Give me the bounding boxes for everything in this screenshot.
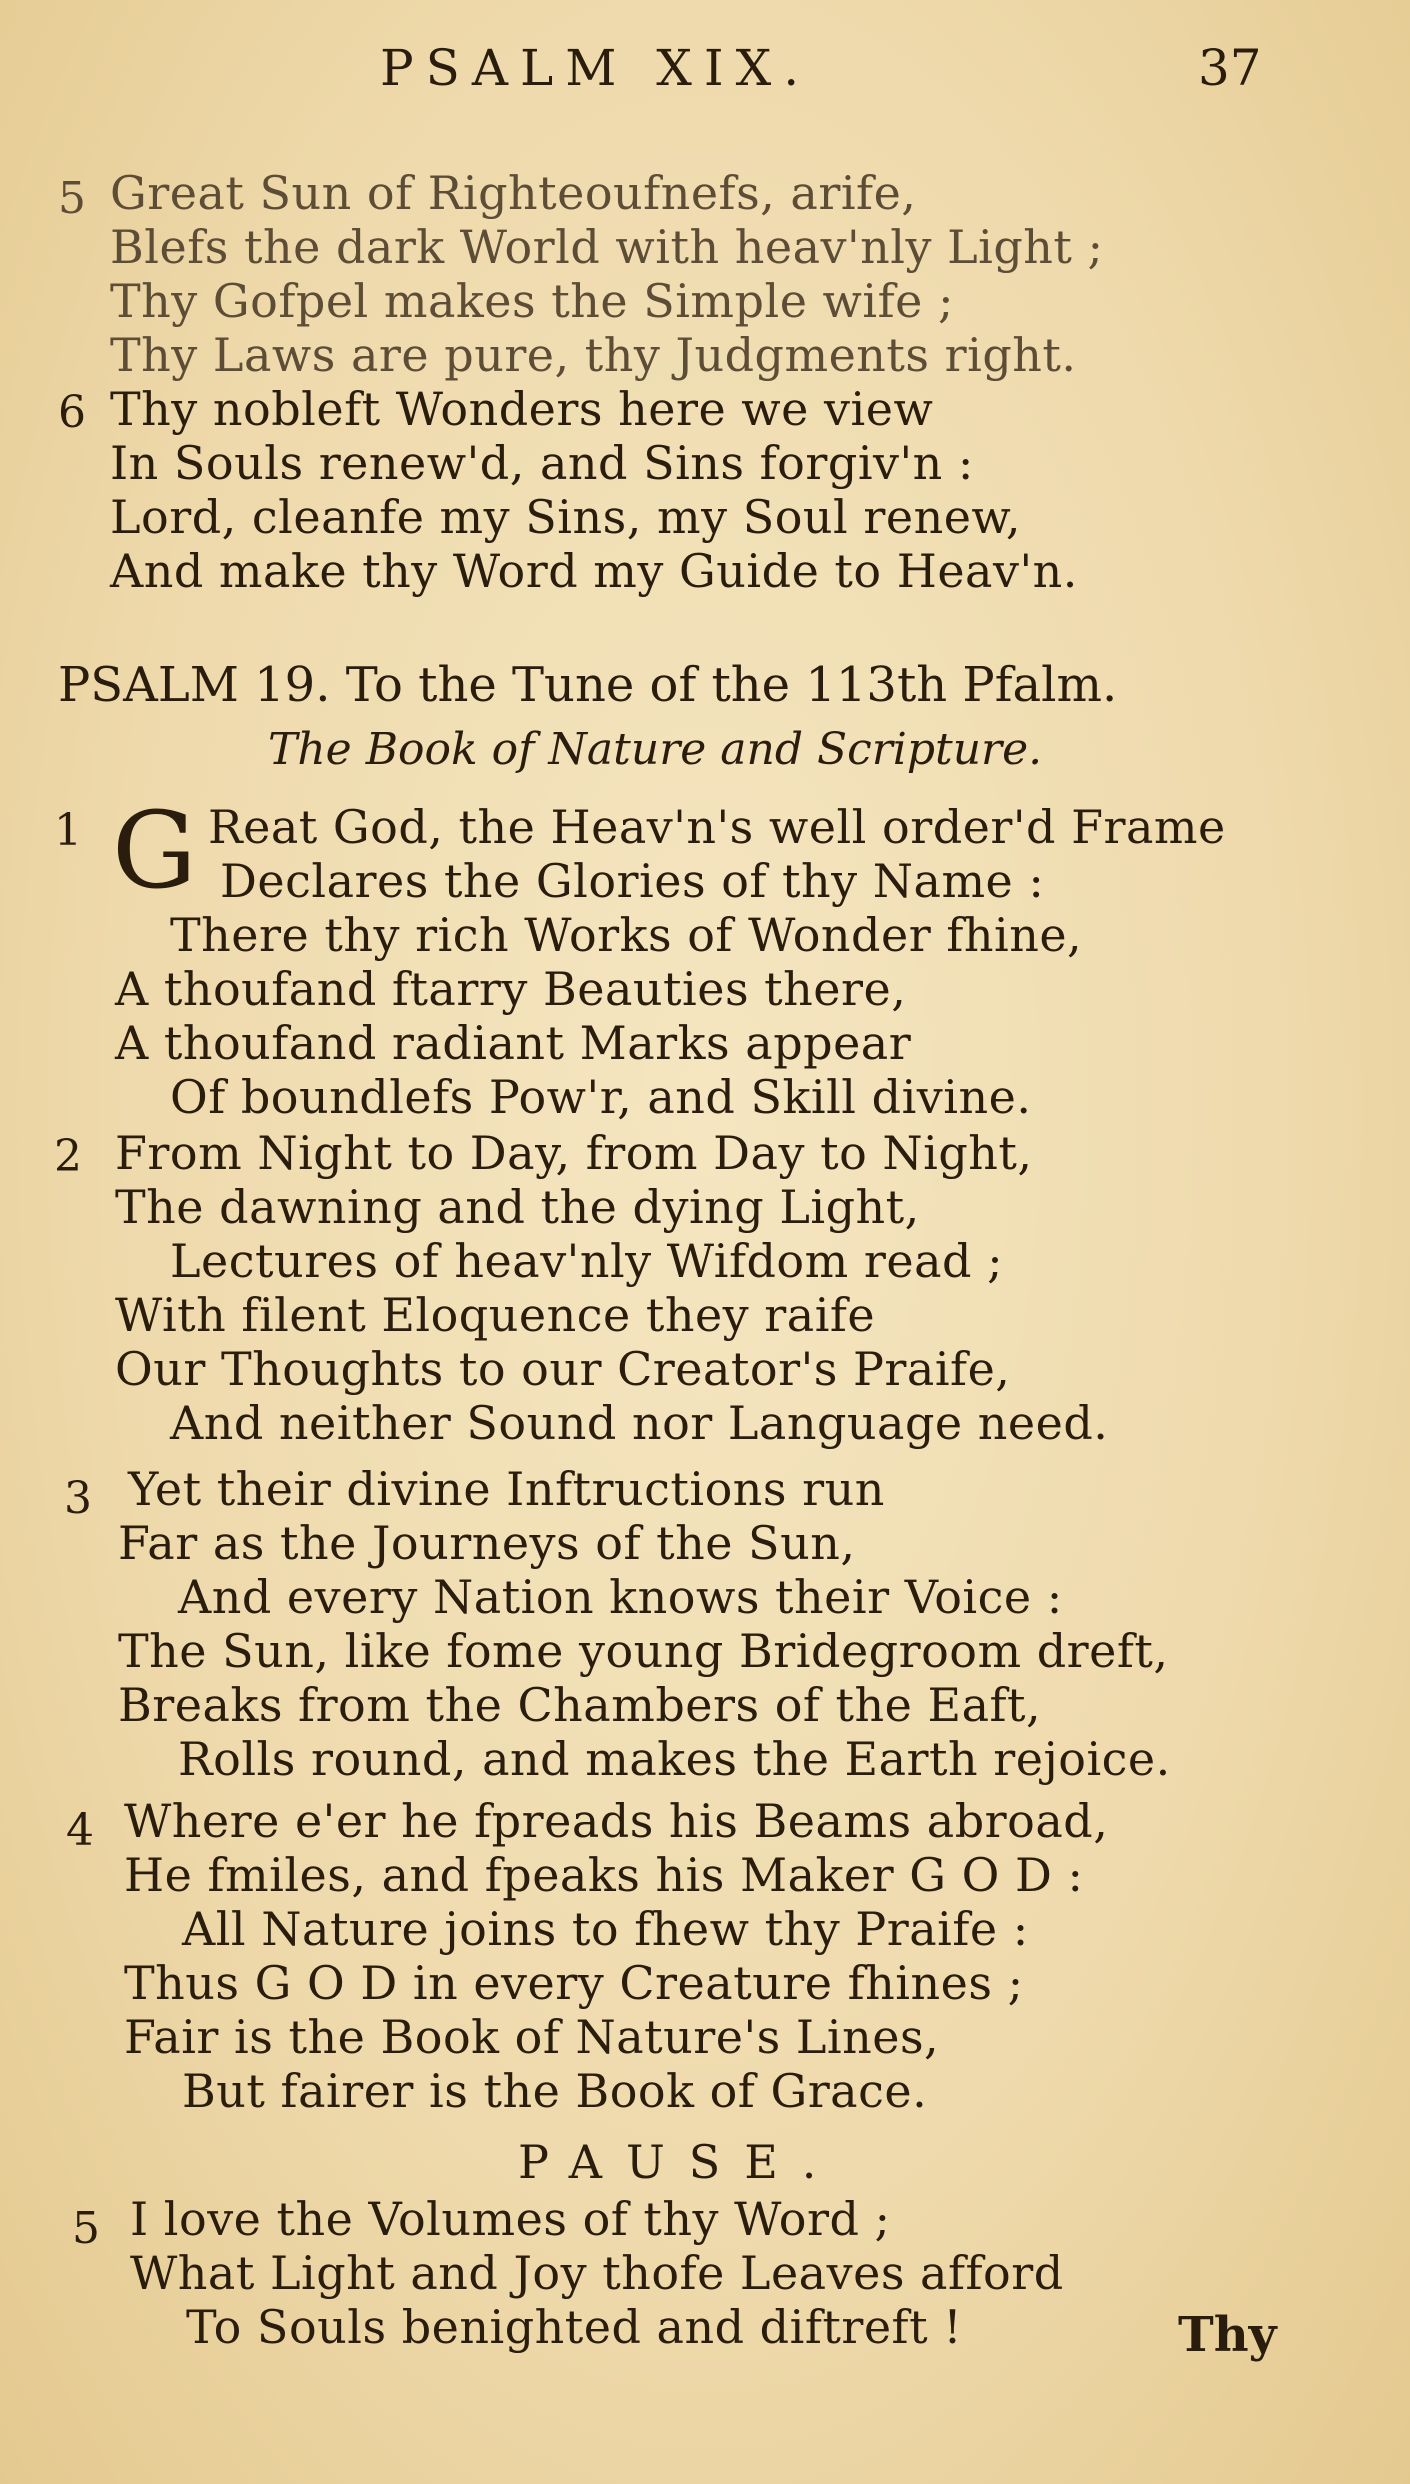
verse-line: What Light and Joy thofe Leaves afford [130,2246,1064,2300]
verse-line: I love the Volumes of thy Word ; [130,2192,891,2246]
verse-line: The Sun, like fome young Bridegroom dreft, [118,1624,1169,1678]
verse-line: Lectures of heav'nly Wifdom read ; [170,1234,1004,1288]
verse-line: Rolls round, and makes the Earth rejoice. [178,1732,1171,1786]
psalm-subtitle: The Book of Nature and Scripture. [268,724,1043,775]
verse-line: Thy nobleft Wonders here we view [110,382,934,436]
verse-line: But fairer is the Book of Grace. [182,2064,928,2118]
verse-line: A thoufand radiant Marks appear [115,1016,912,1070]
verse-line: Declares the Glories of thy Name : [220,854,1045,908]
verse-line: He fmiles, and fpeaks his Maker G O D : [124,1848,1084,1902]
verse-line: Great Sun of Righteoufnefs, arife, [110,166,917,220]
verse-line: Breaks from the Chambers of the Eaft, [118,1678,1042,1732]
verse-line: Thy Laws are pure, thy Judgments right. [110,328,1077,382]
running-header: PSALM XIX. [380,39,812,97]
psalm-heading: PSALM 19. To the Tune of the 113th Pfalm. [58,657,1118,713]
verse-line: From Night to Day, from Day to Night, [115,1126,1033,1180]
verse-number: 5 [58,173,86,224]
verse-line: Our Thoughts to our Creator's Praife, [115,1342,1011,1396]
verse-number: 1 [54,805,82,856]
verse-line: And neither Sound nor Language need. [170,1396,1109,1450]
verse-line: Yet their divine Inftructions run [128,1462,885,1516]
verse-line: Reat God, the Heav'n's well order'd Frame [208,800,1226,854]
pause-marker: PAUSE. [518,2135,841,2189]
verse-line: In Souls renew'd, and Sins forgiv'n : [110,436,974,490]
verse-line: To Souls benighted and diftreft ! [186,2300,963,2354]
page-number: 37 [1198,39,1262,97]
verse-line: And every Nation knows their Voice : [178,1570,1063,1624]
verse-line: And make thy Word my Guide to Heav'n. [110,544,1078,598]
verse-line: Of boundlefs Pow'r, and Skill divine. [170,1070,1032,1124]
verse-number: 6 [58,387,86,438]
verse-line: Fair is the Book of Nature's Lines, [124,2010,940,2064]
verse-line: All Nature joins to fhew thy Praife : [182,1902,1029,1956]
verse-line: The dawning and the dying Light, [115,1180,920,1234]
drop-cap: G [112,789,197,912]
verse-line: Lord, cleanfe my Sins, my Soul renew, [110,490,1021,544]
verse-number: 2 [54,1131,82,1182]
verse-line: A thoufand ftarry Beauties there, [115,962,907,1016]
verse-line: Thy Gofpel makes the Simple wife ; [110,274,955,328]
verse-line: There thy rich Works of Wonder fhine, [170,908,1083,962]
verse-number: 3 [64,1473,92,1524]
verse-line: Thus G O D in every Creature fhines ; [124,1956,1024,2010]
verse-number: 4 [66,1805,94,1856]
verse-line: Blefs the dark World with heav'nly Light ; [110,220,1104,274]
catchword: Thy [1178,2307,1277,2363]
verse-line: With filent Eloquence they raife [115,1288,876,1342]
verse-line: Far as the Journeys of the Sun, [118,1516,856,1570]
verse-number: 5 [72,2203,100,2254]
verse-line: Where e'er he fpreads his Beams abroad, [124,1794,1109,1848]
